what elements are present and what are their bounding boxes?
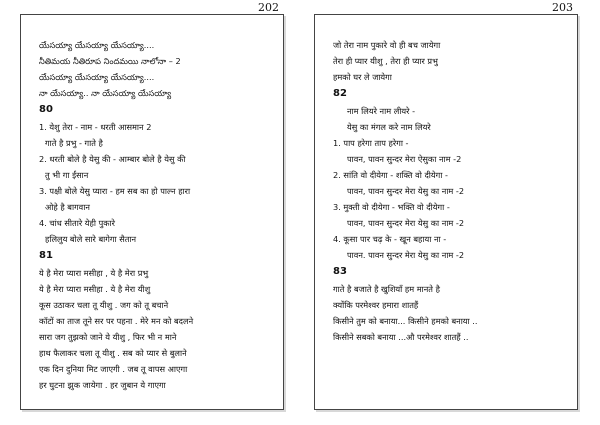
verse-line: पावन, पावन सुन्दर मेरा ऐसुका नाम -2 — [347, 154, 462, 164]
verse-line: 4. चांध सीतारे येही पुकारे — [39, 218, 115, 228]
verse-line: 2. धरती बोले है येसु की - आम्बार बोले है येसु की — [39, 154, 186, 164]
verse-line: पावन, पावन सुन्दर मेरा येसु का नाम -2 — [347, 186, 465, 196]
verse-line: 1. येशु तेरा - नाम - धरती आसमान 2 — [39, 122, 152, 132]
verse-line: नाम लियरे नाम लीयरे - — [347, 106, 416, 116]
text-line: जो तेरा नाम पुकारे वो ही बच जायेगा — [333, 40, 441, 50]
song-number: 81 — [39, 250, 53, 261]
verse-line: ओहे है बागवान — [45, 202, 90, 212]
verse-line: हाथ फैलाकर चला तू यीशु . सब को प्यार से बुलाने — [39, 348, 187, 358]
text-line: యేసయ్యా యేసయ్యా యేసయ్యా.... — [39, 72, 155, 82]
verse-line: 4. कूसा पार चढ़ के - खून बहाया ना - — [333, 234, 447, 244]
verse-line: ये है मेरा प्यारा मसीहा , ये है मेरा प्रभु — [39, 268, 149, 278]
song-number: 83 — [333, 266, 347, 277]
verse-line: हर घुटना झुक जायेगा . हर जुबान ये गाएगा — [39, 380, 166, 390]
verse-line: तु भी गा ईंसान — [45, 170, 89, 180]
verse-line: किसीने सबको बनाया ...औ परमेश्वर शातहैं .. — [333, 332, 469, 342]
verse-line: गाते है प्रभु - गाते है — [45, 138, 103, 148]
verse-line: क्योंकि परमेश्वर हमारा शातहैं — [333, 300, 419, 310]
song-number: 80 — [39, 104, 53, 115]
text-line: हमको घर ले जायेगा — [333, 72, 392, 82]
verse-line: ये है मेरा प्यारा मसीहा . ये है मेरा यीशु — [39, 284, 151, 294]
verse-line: हलिलुय बोले सारे बागेगा सैतान — [45, 234, 137, 244]
verse-line: किसीने तुम को बनाया... किसीने हमको बनाया .. — [333, 316, 478, 326]
right-page — [314, 1, 578, 410]
verse-line: कॉटों का ताज तूने सर पर पहना . मेरे मन को बदलने — [39, 316, 194, 326]
verse-line: एक दिन दुनिया मिट जाएगी . जब तू वापस आएगा — [39, 364, 188, 374]
song-number: 82 — [333, 88, 347, 99]
verse-line: पावन, पावन सुन्दर मेरा येसु का नाम -2 — [347, 218, 465, 228]
page-content — [39, 37, 273, 393]
verse-line: सारा जग तुझको जाने ये यीशु , फिर भी न माने — [39, 332, 177, 342]
page-number: 203 — [552, 1, 573, 14]
verse-line: येसु का मंगल करे नाम लियरे — [347, 122, 431, 132]
verse-line: 2. सांति वो दीयेगा - शक्ति वो दीयेगा - — [333, 170, 448, 180]
page-number: 202 — [258, 1, 279, 14]
verse-line: गाते है बजाते है खुशियाँ हम मानते है — [333, 284, 440, 294]
text-line: నా యేసయ్యా.. నా యేసయ్యా యేసయ్యా — [39, 88, 172, 98]
verse-line: 3. मुक्ती वो दीयेगा - भक्ति वो दीयेगा - — [333, 202, 450, 212]
text-line: యేసయ్యా యేసయ్యా యేసయ్యా.... — [39, 40, 155, 50]
text-line: నీతిమయ నీతిరూప నిందమయి నాలోనా – 2 — [39, 56, 181, 66]
verse-line: पावन. पावन सुन्दर मेरा येसु का नाम -2 — [347, 250, 465, 260]
verse-line: 1. पाप हरेगा ताप हरेगा - — [333, 138, 409, 148]
page-content — [333, 37, 567, 345]
left-page — [20, 1, 284, 410]
verse-line: कूस उठाकर चला तू यीशु . जग को तू बचाने — [39, 300, 169, 310]
verse-line: 3. पक्षी बोले येसु प्यारा - हम सब का हो पाल्न हारा — [39, 186, 191, 196]
text-line: तेरा ही प्यार यीशु , तेरा ही प्यार प्रभु — [333, 56, 438, 66]
